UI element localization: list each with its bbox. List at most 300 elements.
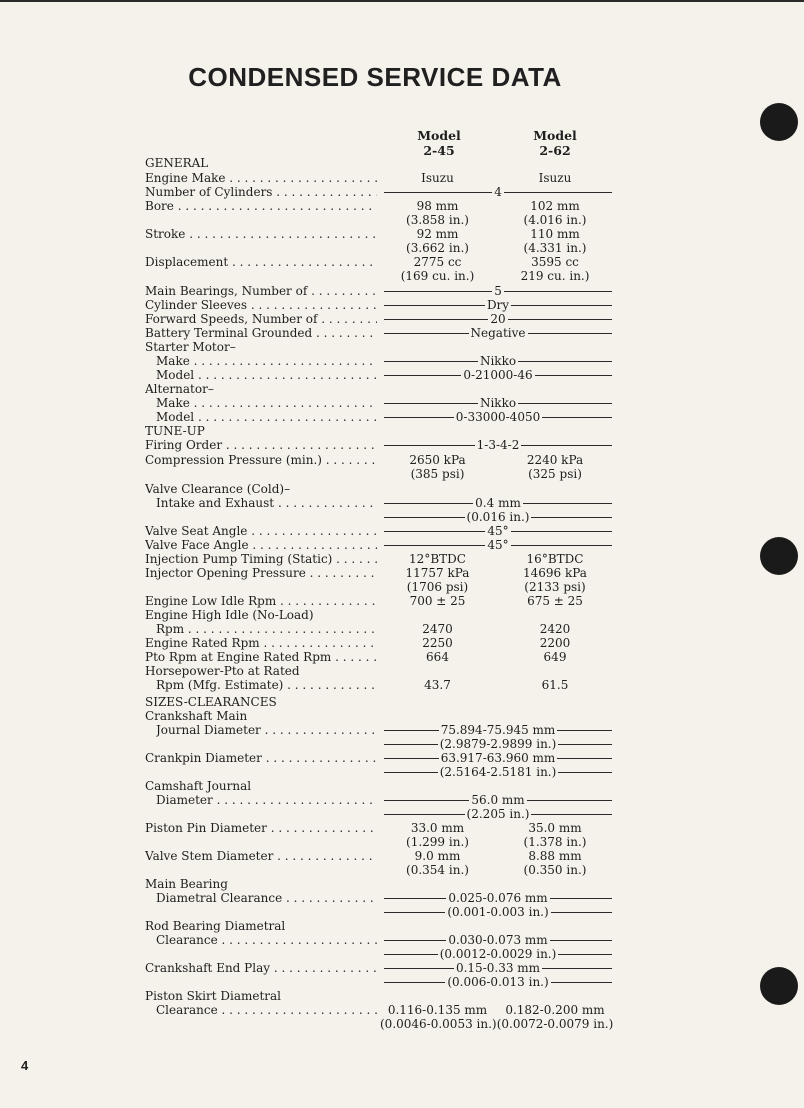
shared-value-text: 1-3-4-2 [476,438,520,452]
spec-row [0,1003,804,1017]
value-rule-left [384,800,469,801]
value-rule-right [531,517,612,518]
spec-label-text: Model . . . [156,410,377,424]
spec-row [0,737,804,751]
value-model-2-62: 219 cu. in.) [520,269,590,283]
value-model-2-62: 675 ± 25 [527,594,583,608]
spec-label-text: Clearance . . . [156,933,377,947]
spec-label [145,594,377,608]
section-heading-row [0,482,804,496]
spec-label [156,891,377,905]
value-model-2-62: (325 psi) [528,467,582,481]
spec-row [0,552,804,566]
value-rule-right [518,361,612,362]
value-model-2-45: (169 cu. in.) [400,269,475,283]
spec-row [0,496,804,510]
column-header-2-45 [379,128,499,158]
spec-label-text: Battery Terminal Grounded . . . [145,326,377,340]
spec-label [145,961,377,975]
value-model-2-62: 61.5 [541,678,569,692]
value-rule-right [542,968,612,969]
shared-value-text: 45° [487,524,509,538]
shared-value-text: 0-33000-4050 [455,410,541,424]
spec-row [0,354,804,368]
spec-label [145,821,377,835]
value-model-2-45: 33.0 mm [410,821,465,835]
spec-label [145,171,377,185]
spec-row [0,849,804,863]
shared-value-text: 0.4 mm [475,496,521,510]
spec-label-text: Pto Rpm at Engine Rated Rpm . . . [145,650,377,664]
value-rule-right [508,319,612,320]
spec-label-text: Make . . . [156,396,377,410]
spec-row [0,975,804,989]
spec-label [156,622,377,636]
value-rule-left [384,758,439,759]
shared-value-text: (0.006-0.013 in.) [447,975,549,989]
spec-label-text: Firing Order . . . [145,438,377,452]
spec-label-text: Injection Pump Timing (Static) . . . [145,552,377,566]
section-heading-row [0,340,804,354]
value-model-2-62: (2133 psi) [524,580,586,594]
spec-row [0,793,804,807]
value-rule-left [384,361,478,362]
shared-value [384,410,612,424]
value-model-2-62: Isuzu [538,171,572,185]
section-heading-row [0,382,804,396]
value-model-2-62: (4.016 in.) [523,213,587,227]
shared-value-text: Nikko [479,354,517,368]
value-rule-left [384,744,438,745]
spec-row [0,538,804,552]
value-model-2-45: 700 ± 25 [409,594,466,608]
value-model-2-62: 0.182-0.200 mm [505,1003,605,1017]
shared-value-text: 63.917-63.960 mm [440,751,556,765]
spec-label [145,751,377,765]
spec-row [0,269,804,283]
spec-label [145,552,377,566]
spec-row [0,255,804,269]
section-label [145,424,385,438]
spec-label-text: Injector Opening Pressure . . . [145,566,377,580]
section-heading-row [0,664,804,678]
spec-label-text: Displacement . . . [145,255,377,269]
spec-row [0,284,804,298]
spec-row [0,524,804,538]
spec-row [0,933,804,947]
value-rule-right [511,305,612,306]
value-model-2-62: (0.350 in.) [523,863,587,877]
value-model-2-45: 2470 [422,622,453,636]
shared-value-text: 0.030-0.073 mm [448,933,548,947]
spec-label-text: Number of Cylinders . . . [145,185,377,199]
spec-label-text: Crankpin Diameter . . . [145,751,377,765]
shared-value-text: (2.205 in.) [466,807,530,821]
spec-label-text: Valve Seat Angle . . . [145,524,377,538]
spec-label-text: Rpm . . . [156,622,377,636]
spec-label-text: Main Bearing [145,877,228,891]
section-heading-row [0,919,804,933]
shared-value [384,793,612,807]
spec-label [156,368,377,382]
spec-label-text: Camshaft Journal [145,779,252,793]
spec-label-text: Valve Clearance (Cold)– [145,482,291,496]
value-rule-right [528,333,613,334]
spec-label-text: Intake and Exhaust . . . [156,496,377,510]
shared-value [384,891,612,905]
column-header-label: Model [417,128,461,143]
value-rule-right [557,758,612,759]
binder-hole-top [760,103,798,141]
column-header-model: 2-45 [423,143,455,158]
spec-label [145,185,377,199]
value-rule-right [558,954,612,955]
value-rule-right [504,291,612,292]
value-rule-left [384,291,492,292]
shared-value [384,538,612,552]
value-model-2-62: 649 [543,650,567,664]
section-label [145,919,385,933]
spec-label [145,438,377,452]
value-model-2-45: 2775 cc [413,255,462,269]
spec-label-text: Diametral Clearance . . . [156,891,377,905]
spec-row [0,891,804,905]
section-label [145,340,385,354]
spec-label-text: Crankshaft End Play . . . [145,961,377,975]
shared-value [384,298,612,312]
section-heading-row [0,695,804,709]
spec-row [0,580,804,594]
value-rule-left [384,517,465,518]
spec-label [145,284,377,298]
spec-label-text: TUNE-UP [145,424,205,438]
spec-label-text: Cylinder Sleeves . . . [145,298,377,312]
shared-value-text: 20 [490,312,506,326]
shared-value-text: (2.5164-2.5181 in.) [439,765,557,779]
section-label [145,156,385,170]
value-model-2-45: 98 mm [416,199,459,213]
value-model-2-62: 16°BTDC [526,552,584,566]
shared-value [384,185,612,199]
spec-label-text: Engine High Idle (No-Load) [145,608,314,622]
value-model-2-45: (0.354 in.) [406,863,469,877]
spec-label [156,496,377,510]
section-heading-row [0,989,804,1003]
value-rule-right [511,545,612,546]
value-rule-left [384,417,454,418]
value-model-2-62: 2200 [539,636,571,650]
spec-label-text: GENERAL [145,156,209,170]
value-model-2-62: (0.0072-0.0079 in.) [496,1017,614,1031]
shared-value-text: Negative [470,326,526,340]
value-rule-left [384,898,446,899]
shared-value [384,961,612,975]
shared-value [384,284,612,298]
shared-value-text: 0.025-0.076 mm [448,891,548,905]
shared-value-text: Nikko [479,396,517,410]
page-title: CONDENSED SERVICE DATA [188,62,562,92]
spec-label-text: Model . . . [156,368,377,382]
value-model-2-62: 3595 cc [531,255,579,269]
shared-value [384,723,612,737]
page-number: 4 [21,1058,29,1073]
spec-label [145,524,377,538]
spec-row [0,227,804,241]
spec-label [145,199,377,213]
spec-row [0,453,804,467]
value-rule-right [511,531,612,532]
shared-value [384,368,612,382]
spec-row [0,171,804,185]
spec-row [0,723,804,737]
value-rule-left [384,982,445,983]
section-label [145,695,385,709]
shared-value [384,933,612,947]
section-label [145,877,385,891]
value-rule-left [384,545,485,546]
value-rule-left [384,912,445,913]
shared-value [384,510,612,524]
value-model-2-45: (0.0046-0.0053 in.) [380,1017,497,1031]
spec-row [0,678,804,692]
spec-label [156,354,377,368]
spec-row [0,947,804,961]
value-model-2-45: (3.662 in.) [406,241,469,255]
value-model-2-45: 43.7 [424,678,451,692]
spec-label-text: Forward Speeds, Number of . . . [145,312,377,326]
spec-label-text: SIZES-CLEARANCES [145,695,277,709]
spec-label [156,410,377,424]
spec-label-text: Clearance . . . [156,1003,377,1017]
shared-value-text: 5 [494,284,502,298]
spec-label [156,723,377,737]
value-model-2-62: 14696 kPa [523,566,587,580]
value-model-2-45: 11757 kPa [405,566,470,580]
shared-value [384,975,612,989]
spec-row [0,326,804,340]
value-model-2-45: Isuzu [421,171,454,185]
spec-label [156,1003,377,1017]
spec-label [145,650,377,664]
shared-value-text: 4 [494,185,502,199]
spec-label-text: Engine Rated Rpm . . . [145,636,377,650]
spec-label [145,298,377,312]
section-label [145,664,385,678]
value-rule-right [550,940,612,941]
value-rule-right [551,982,612,983]
value-model-2-45: 9.0 mm [414,849,461,863]
section-label [145,382,385,396]
column-header-label: Model [533,128,577,143]
value-model-2-45: 92 mm [416,227,459,241]
spec-row [0,185,804,199]
spec-label-text: Compression Pressure (min.) . . . [145,453,377,467]
spec-label [145,636,377,650]
section-heading-row [0,156,804,170]
value-model-2-45: (3.858 in.) [406,213,469,227]
spec-row [0,510,804,524]
spec-row [0,467,804,481]
value-rule-right [551,912,612,913]
spec-label-text: Horsepower-Pto at Rated [145,664,300,678]
value-model-2-45: (1706 psi) [406,580,469,594]
value-rule-left [384,333,469,334]
spec-label-text: Crankshaft Main [145,709,248,723]
value-rule-left [384,730,439,731]
spec-row [0,751,804,765]
spec-label-text: Make . . . [156,354,377,368]
value-rule-left [384,192,492,193]
value-rule-left [384,403,478,404]
spec-label-text: Stroke . . . [145,227,377,241]
value-rule-right [558,744,612,745]
value-model-2-62: 110 mm [530,227,580,241]
shared-value [384,326,612,340]
value-rule-right [557,730,612,731]
value-model-2-62: 102 mm [530,199,580,213]
section-label [145,709,385,723]
shared-value [384,396,612,410]
shared-value-text: 0-21000-46 [463,368,533,382]
spec-label-text: Engine Low Idle Rpm . . . [145,594,377,608]
value-model-2-62: 2420 [539,622,571,636]
spec-row [0,863,804,877]
value-rule-left [384,375,461,376]
value-rule-left [384,531,485,532]
spec-label [145,227,377,241]
spec-row [0,905,804,919]
spec-row [0,396,804,410]
value-model-2-45: 0.116-0.135 mm [387,1003,488,1017]
section-heading-row [0,424,804,438]
shared-value [384,524,612,538]
spec-row [0,410,804,424]
spec-label [145,453,377,467]
section-heading-row [0,608,804,622]
shared-value-text: 0.15-0.33 mm [455,961,541,975]
shared-value-text: (0.016 in.) [466,510,530,524]
spec-row [0,650,804,664]
spec-row [0,821,804,835]
spec-row [0,594,804,608]
value-model-2-62: 8.88 mm [528,849,582,863]
spec-label-text: Valve Stem Diameter . . . [145,849,377,863]
spec-row [0,438,804,452]
spec-label [156,396,377,410]
spec-label [145,538,377,552]
value-model-2-45: 2650 kPa [409,453,466,467]
shared-value [384,905,612,919]
shared-value [384,737,612,751]
spec-label-text: Rpm (Mfg. Estimate) . . . [156,678,377,692]
spec-label-text: Piston Pin Diameter . . . [145,821,377,835]
value-rule-left [384,968,454,969]
shared-value-text: (0.001-0.003 in.) [447,905,549,919]
section-heading-row [0,709,804,723]
spec-row [0,622,804,636]
spec-row [0,213,804,227]
shared-value-text: 75.894-75.945 mm [440,723,556,737]
value-model-2-62: (4.331 in.) [523,241,587,255]
spec-row [0,1017,804,1031]
value-model-2-45: 664 [426,650,449,664]
value-rule-left [384,814,465,815]
value-rule-left [384,772,438,773]
value-rule-left [384,954,438,955]
value-rule-right [550,898,612,899]
spec-label [145,566,377,580]
spec-row [0,961,804,975]
section-label [145,482,385,496]
spec-row [0,807,804,821]
spec-label-text: Starter Motor– [145,340,236,354]
spec-row [0,298,804,312]
spec-row [0,199,804,213]
value-rule-left [384,940,446,941]
value-model-2-45: (1.299 in.) [406,835,469,849]
shared-value [384,312,612,326]
shared-value [384,765,612,779]
shared-value-text: (2.9879-2.9899 in.) [439,737,557,751]
spec-label [156,678,377,692]
value-rule-right [504,192,612,193]
spec-row [0,312,804,326]
shared-value-text: (0.0012-0.0029 in.) [439,947,557,961]
column-header-2-62 [495,128,615,158]
column-header-model: 2-62 [539,143,571,158]
value-rule-right [535,375,612,376]
value-model-2-62: 35.0 mm [528,821,582,835]
spec-label-text: Alternator– [145,382,214,396]
shared-value-text: Dry [486,298,510,312]
spec-label-text: Valve Face Angle . . . [145,538,377,552]
shared-value [384,807,612,821]
spec-row [0,765,804,779]
value-model-2-62: (1.378 in.) [523,835,587,849]
value-rule-right [531,814,612,815]
spec-row [0,241,804,255]
section-label [145,779,385,793]
value-rule-left [384,319,488,320]
section-heading-row [0,779,804,793]
shared-value [384,354,612,368]
value-rule-right [558,772,612,773]
value-model-2-62: 2240 kPa [526,453,584,467]
shared-value [384,751,612,765]
spec-row [0,636,804,650]
spec-label-text: Diameter . . . [156,793,377,807]
spec-label [156,793,377,807]
spec-label-text: Rod Bearing Diametral [145,919,286,933]
value-rule-right [542,417,612,418]
spec-label-text: Journal Diameter . . . [156,723,377,737]
value-rule-right [518,403,612,404]
shared-value-text: 56.0 mm [471,793,525,807]
value-model-2-45: 2250 [422,636,453,650]
spec-row [0,566,804,580]
spec-label [145,326,377,340]
spec-label-text: Engine Make . . . [145,171,377,185]
spec-label-text: Piston Skirt Diametral [145,989,282,1003]
shared-value-text: 45° [487,538,509,552]
section-label [145,989,385,1003]
value-rule-right [523,503,612,504]
shared-value [384,947,612,961]
value-rule-left [384,503,473,504]
spec-label [145,255,377,269]
spec-label [156,933,377,947]
value-model-2-45: (385 psi) [410,467,465,481]
